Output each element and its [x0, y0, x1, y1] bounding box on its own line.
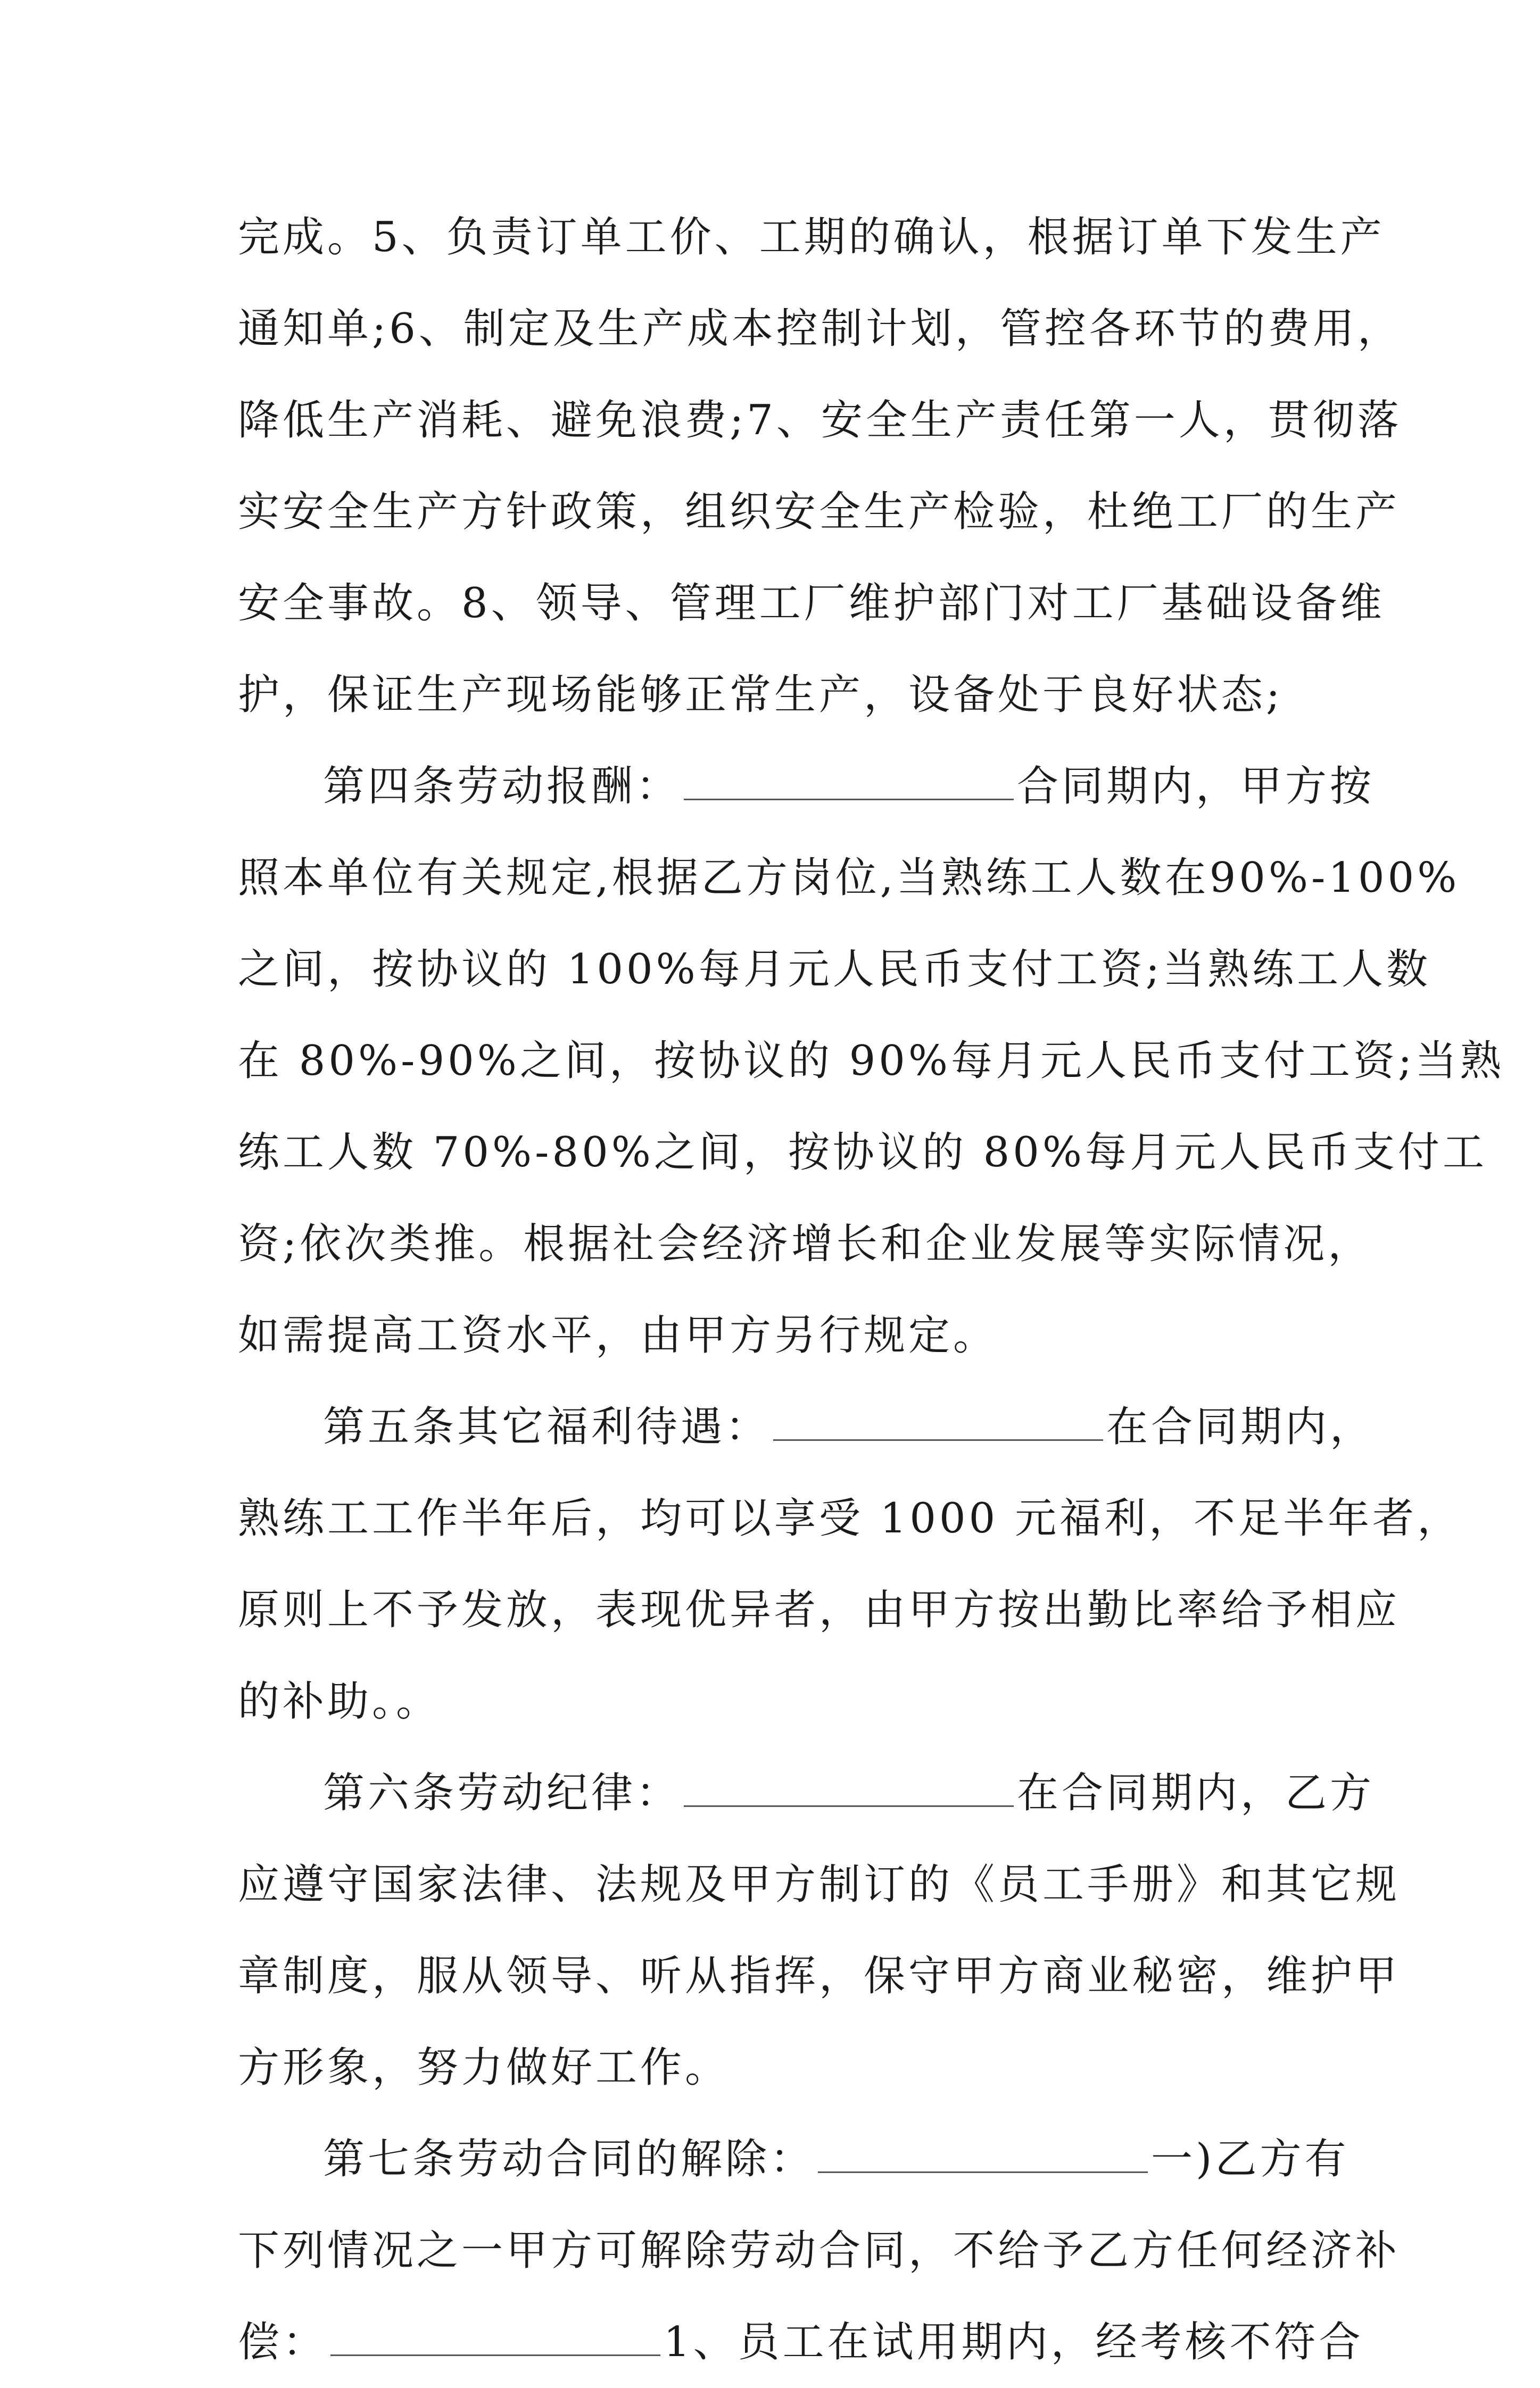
paragraph-line: 原则上不予发放，表现优异者，由甲方按出勤比率给予相应	[238, 1586, 1401, 1634]
paragraph-line: 之间，按协议的 100%每月元人民币支付工资;当熟练工人数	[238, 946, 1431, 993]
paragraph-line: 下列情况之一甲方可解除劳动合同，不给予乙方任何经济补	[238, 2227, 1401, 2275]
paragraph-line: 熟练工工作半年后，均可以享受 1000 元福利，不足半年者，	[238, 1495, 1462, 1543]
paragraph-line: 的补助。。	[238, 1678, 441, 1726]
article-7-heading-tail: 一)乙方有	[1151, 2135, 1349, 2183]
article-5-heading-line	[238, 1381, 1375, 1473]
article-4-heading: 第四条劳动报酬：	[323, 762, 681, 810]
fill-in-blank[interactable]	[684, 1768, 1014, 1807]
fill-in-blank[interactable]	[330, 2317, 660, 2356]
paragraph-line: 实安全生产方针政策，组织安全生产检验，杜绝工厂的生产	[238, 488, 1401, 536]
article-6-heading-tail: 在合同期内，乙方	[1017, 1769, 1375, 1817]
paragraph-line: 照本单位有关规定,根据乙方岗位,当熟练工人数在90%-100%	[238, 854, 1460, 902]
article-7-line-3	[238, 2296, 1364, 2388]
paragraph-line: 降低生产消耗、避免浪费;7、安全生产责任第一人，贯彻落	[238, 396, 1402, 444]
article-4-heading-tail: 合同期内，甲方按	[1017, 762, 1375, 810]
article-6-heading: 第六条劳动纪律：	[323, 1769, 681, 1817]
paragraph-line: 在 80%-90%之间，按协议的 90%每月元人民币支付工资;当熟	[238, 1037, 1505, 1085]
fill-in-blank[interactable]	[773, 1402, 1103, 1441]
article-4-heading-line	[238, 741, 1375, 832]
fill-in-blank[interactable]	[684, 761, 1014, 800]
paragraph-line: 通知单;6、制定及生产成本控制计划，管控各环节的费用，	[238, 305, 1402, 353]
document-page	[238, 192, 1505, 2388]
article-5-heading: 第五条其它福利待遇：	[323, 1403, 771, 1451]
paragraph-line: 方形象，努力做好工作。	[238, 2044, 730, 2092]
paragraph-line: 安全事故。8、领导、管理工厂维护部门对工厂基础设备维	[238, 579, 1385, 627]
article-5-heading-tail: 在合同期内，	[1106, 1403, 1375, 1451]
paragraph-line: 章制度，服从领导、听从指挥，保守甲方商业秘密，维护甲	[238, 1952, 1401, 2000]
fill-in-blank[interactable]	[818, 2134, 1148, 2173]
article-7-line-3-tail: 1、员工在试用期内，经考核不符合	[664, 2318, 1364, 2366]
article-7-heading: 第七条劳动合同的解除：	[323, 2135, 815, 2183]
paragraph-line: 护，保证生产现场能够正常生产，设备处于良好状态;	[238, 671, 1284, 719]
article-6-heading-line	[238, 1747, 1375, 1839]
paragraph-line: 完成。5、负责订单工价、工期的确认，根据订单下发生产	[238, 213, 1385, 261]
compensation-label: 偿：	[238, 2318, 328, 2366]
paragraph-line: 应遵守国家法律、法规及甲方制订的《员工手册》和其它规	[238, 1861, 1401, 1909]
paragraph-line: 资;依次类推。根据社会经济增长和企业发展等实际情况，	[238, 1220, 1373, 1268]
paragraph-line: 练工人数 70%-80%之间，按协议的 80%每月元人民币支付工	[238, 1129, 1488, 1176]
paragraph-line: 如需提高工资水平，由甲方另行规定。	[238, 1312, 998, 1359]
article-7-heading-line	[238, 2113, 1349, 2205]
